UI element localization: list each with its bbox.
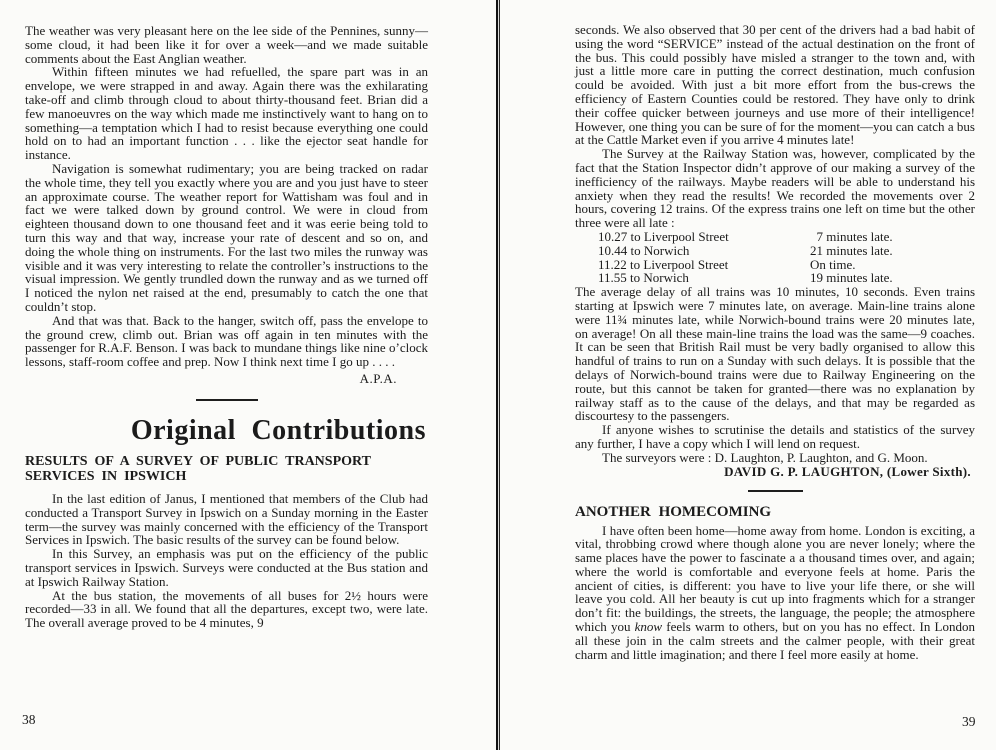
paragraph-survey-continuation: seconds. We also observed that 30 per cent of the drivers had a bad habit of using the word “SERVICE” instead of the actual destination on the front of the bus. This could possibly have misled a stranger to the town and, with just a little more care in putting the correct destination, much confusion could be avoided. With just a bit more effort from the bus-crews the efficiency of Eastern Counties could be restored. They have only to drink their coffee quicker between journeys and use more of their intelligence! However, one thing you can be sure of for the moment—you can catch a bus at the Cattle Market even if you arrive 4 minutes late! xyxy=(575,22,975,148)
table-row xyxy=(598,271,975,285)
homecoming-text-before: I have often been home—home away from home. London is exciting, a vital, throbbing crowd where though alone you are never lonely; where the same places have the power to fascinate a a thousand times over, and again; where the world is comfortable and everyone feels at home. Paris the ancient of cities, is different: you have to live your life there, or she will leave you cold. All her beauty is cut up into fragments which for a stranger don’t fit: the buildings, the streets, the language, the people; the atmosphere which you xyxy=(575,522,975,635)
homecoming-italic-word: know xyxy=(634,619,663,635)
survey-article-heading: RESULTS OF A SURVEY OF PUBLIC TRANSPORT SERVICES IN IPSWICH xyxy=(25,453,371,485)
train-label: 11.55 to Norwich xyxy=(598,270,689,286)
page-gutter-divider xyxy=(496,0,500,750)
train-delays-table xyxy=(598,230,975,285)
paragraph-flying-continuation: The weather was very pleasant here on the lee side of the Pennines, sunny—some cloud, it had been like it for over a week—and we made suitable comments about the East Anglian weather. xyxy=(25,23,428,66)
paragraph-survey: If anyone wishes to scrutinise the details and statistics of the survey any further, I have a copy which I will lend on request. xyxy=(575,422,975,451)
paragraph-survey: The average delay of all trains was 10 minutes, 10 seconds. Even trains starting at Ipswich were 7 minutes late, on average. Main-line trains alone were 11¾ minutes late, while Norwich-bound trains were 20 minutes late, on average! On all these main-line trains the load was the same—9 coaches. It can be seen that British Rail must be very badly organised to allow this handful of trains to run on a Sunday with such delays. It is possible that the delays of Norwich-bound trains were due to Railway Engineering on the route, but this cannot be taken for granted—there was no explanation by railway staff as to the cause of the delays, and that may be regarded as discourtesy to the passengers. xyxy=(575,284,975,424)
page-number: 38 xyxy=(22,712,36,727)
delay-value: 7 minutes late. xyxy=(810,228,893,244)
homecoming-text-after: feels warm to others, but on you has no effect. In London all these join in the calm streets and the calmer people, with their great charm and little imagination; and there I feel more easily at home. xyxy=(575,619,975,662)
paragraph-survey: In this Survey, an emphasis was put on the efficiency of the public transport services in Ipswich. Surveys were conducted at the Bus station and at Ipswich Railway Station. xyxy=(25,546,428,589)
delay-value: 19 minutes late. xyxy=(810,270,893,286)
delay-value: 21 minutes late. xyxy=(810,242,893,258)
table-row xyxy=(598,230,975,244)
paragraph-survey: The Survey at the Railway Station was, however, complicated by the fact that the Station Inspector didn’t approve of our making a survey of the inefficiency of the railways. Maybe readers will be able to understand his anxiety when they read the results! We recorded the movements over 2 hours, covering 12 trains. Of the express trains one left on time but the other three were all late : xyxy=(575,146,975,231)
delay-value: On time. xyxy=(810,256,856,272)
paragraph-survey: In the last edition of Janus, I mentioned that members of the Club had conducted a Transport Survey in Ipswich on a Sunday morning in the Easter term—the survey was mainly concerned with the efficiency of the Transport Services in Ipswich. The basic results of the survey can be found below. xyxy=(25,490,428,548)
author-byline: DAVID G. P. LAUGHTON, (Lower Sixth). xyxy=(724,463,971,479)
section-title: Original Contributions xyxy=(130,414,426,446)
train-label: 10.44 to Norwich xyxy=(598,242,690,258)
page-left-column xyxy=(25,0,428,630)
section-divider xyxy=(196,399,258,401)
paragraph-flying: Navigation is somewhat rudimentary; you are being tracked on radar the whole time, they tell you exactly where you are and you just have to steer an approximate course. The weather report for Wattisham was foul and in fact we were talked down by ground control. We were in cloud from eighteen thousand down to one thousand feet and it was eerie being told to turn this way and that way, increase your rate of descent and so on, and doing the whole thing on instruments. For the last two miles the runway was visible and it was very interesting to relate the controller’s instructions to the visual impression. We gently trundled down the runway and as we turned off I noticed the nylon net raised at the end, presumably to catch the one that couldn’t stop. xyxy=(25,160,428,314)
table-row xyxy=(598,258,975,272)
train-label: 11.22 to Liverpool Street xyxy=(598,256,729,272)
surveyors-line: The surveyors were : D. Laughton, P. Laughton, and G. Moon. xyxy=(602,449,928,465)
page-number: 39 xyxy=(962,714,976,729)
paragraph-flying: Within fifteen minutes we had refuelled, the spare part was in an envelope, we were strapped in and away. Again there was the exhilarating take-off and climb through cloud to about thirty-thousand feet. Brian did a few manoeuvres on the way which made me instinctively want to hang on to something—a temptation which I had to resist because everything one could hold on to had an important function . . . like the ejector seat handle for instance. xyxy=(25,64,428,163)
author-initials: A.P.A. xyxy=(359,370,397,386)
table-row xyxy=(598,244,975,258)
train-label: 10.27 to Liverpool Street xyxy=(598,228,729,244)
page-right-column xyxy=(575,0,975,661)
homecoming-article-heading: ANOTHER HOMECOMING xyxy=(575,503,772,520)
paragraph-survey: At the bus station, the movements of all buses for 2½ hours were recorded—33 in all. We found that all the departures, except two, were late. The overall average proved to be 4 minutes, 9 xyxy=(25,587,428,631)
paragraph-homecoming xyxy=(575,524,975,662)
paragraph-flying: And that was that. Back to the hanger, switch off, pass the envelope to the ground crew, climb out. Brian was off again in ten minutes with the passenger for R.A.F. Benson. I was back to mundane things like nine o’clock lessons, staff-room coffee and prep. Now I think next time I go up . . . . xyxy=(25,312,428,370)
section-divider xyxy=(748,490,803,492)
